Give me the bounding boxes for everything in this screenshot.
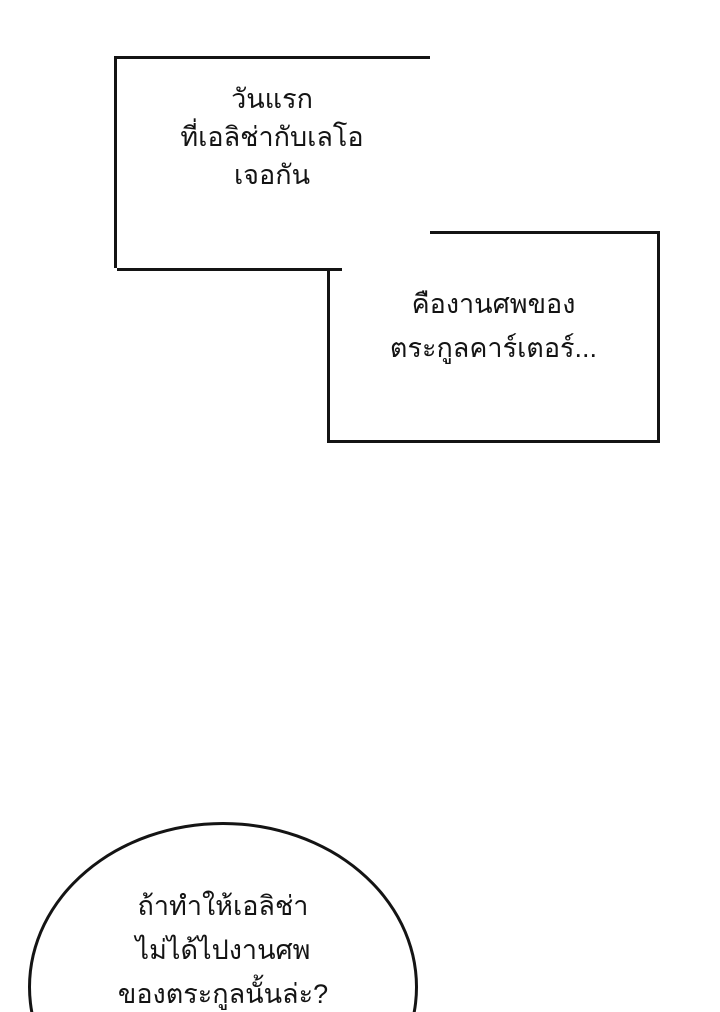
- speech-line: ของตระกูลนั้นล่ะ?: [117, 979, 329, 1009]
- narration-text-top: [114, 80, 430, 194]
- speech-line: ถ้าทำให้เอลิช่า: [137, 891, 309, 921]
- box-step-patch: [330, 234, 427, 268]
- narration-text-second: [327, 282, 660, 370]
- narration-line: ที่เอลิช่ากับเลโอ: [180, 122, 364, 152]
- narration-line: คืองานศพของ: [411, 289, 576, 319]
- narration-line: เจอกัน: [233, 160, 311, 190]
- speech-text-bottom: [28, 884, 418, 1012]
- narration-line: ตระกูลคาร์เตอร์...: [389, 333, 598, 363]
- narration-line: วันแรก: [231, 84, 313, 114]
- speech-line: ไม่ได้ไปงานศพ: [135, 935, 311, 965]
